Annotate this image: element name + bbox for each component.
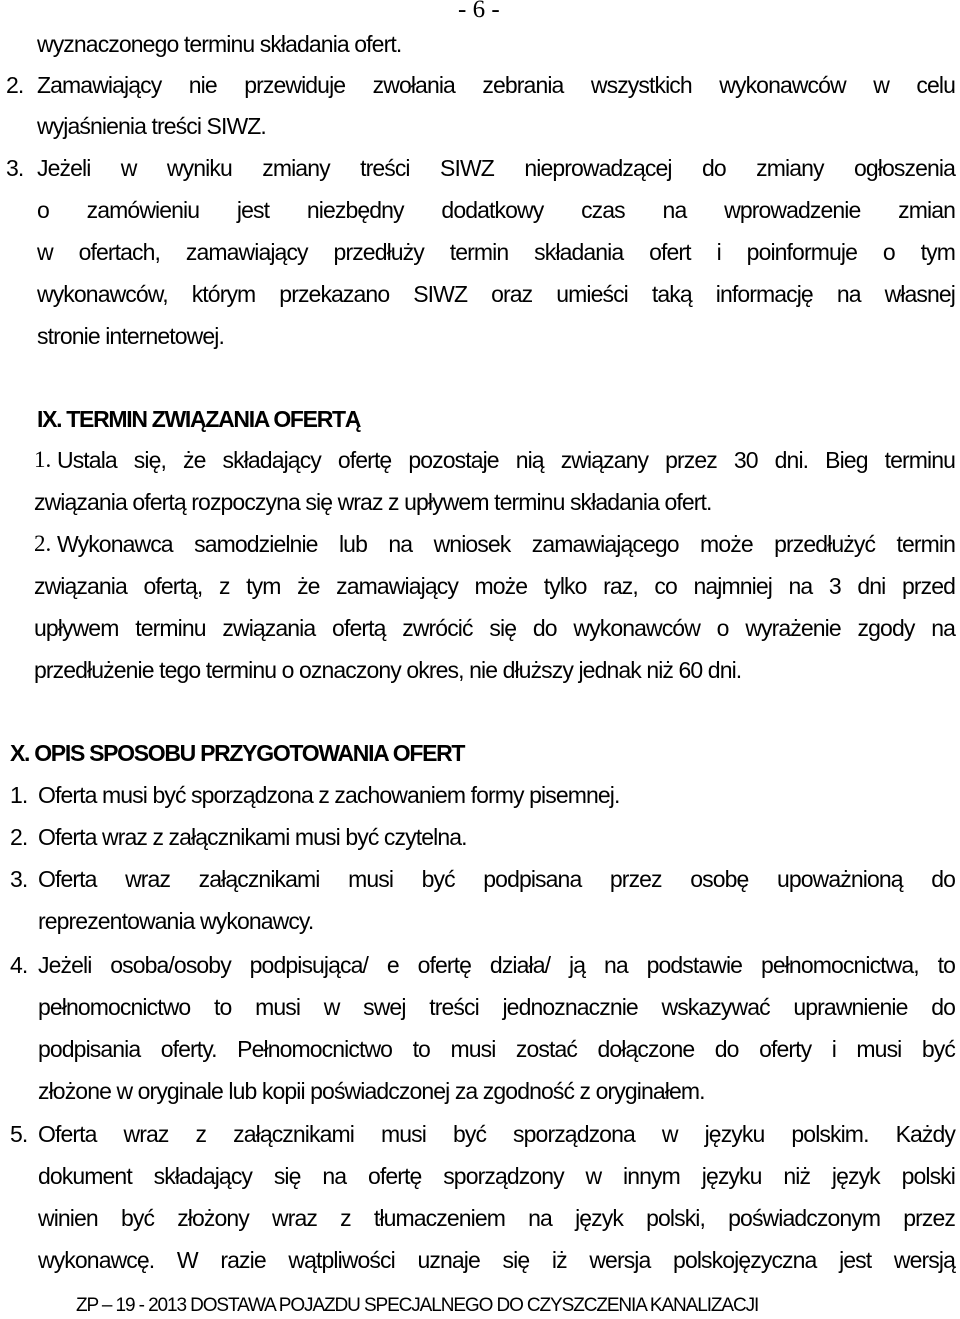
paragraph-line: wykonawców, którym przekazano SIWZ oraz umieści taką informację na własnej [37, 281, 955, 307]
paragraph-line: Oferta wraz załącznikami musi być podpisana przez osobę upoważnioną do [38, 866, 955, 892]
list-number: 5. [10, 1121, 28, 1147]
paragraph-line: związania ofertą, z tym że zamawiający może tylko raz, co najmniej na 3 dni przed [34, 573, 955, 599]
list-number: 4. [10, 952, 28, 978]
paragraph-line: Ustala się, że składający ofertę pozostaje nią związany przez 30 dni. Bieg terminu [57, 447, 955, 473]
paragraph-line: przedłużenie tego terminu o oznaczony okres, nie dłuższy jednak niż 60 dni. [34, 657, 742, 683]
paragraph-line: Wykonawca samodzielnie lub na wniosek zamawiającego może przedłużyć termin [57, 531, 955, 557]
paragraph-line: dokument składający się na ofertę sporządzony w innym języku niż język polski [38, 1163, 955, 1189]
paragraph-line: podpisania oferty. Pełnomocnictwo to musi zostać dołączone do oferty i musi być [38, 1036, 955, 1062]
paragraph-line: w ofertach, zamawiający przedłuży termin składania ofert i poinformuje o tym [37, 239, 955, 265]
paragraph-line: upływem terminu związania ofertą zwrócić się do wykonawców o wyrażenie zgody na [34, 615, 955, 641]
paragraph-line: stronie internetowej. [37, 323, 224, 349]
paragraph-line: Oferta wraz z załącznikami musi być sporządzona w języku polskim. Każdy [38, 1121, 955, 1147]
paragraph-line: reprezentowania wykonawcy. [38, 908, 314, 934]
list-number: 2. [10, 824, 28, 850]
paragraph-line: wykonawcę. W razie wątpliwości uznaje się iż wersja polskojęzyczna jest wersją [38, 1247, 955, 1273]
list-number: 1. [10, 782, 28, 808]
continuation-line: wyznaczonego terminu składania ofert. [37, 31, 402, 57]
section-heading: IX. TERMIN ZWIĄZANIA OFERTĄ [37, 406, 361, 432]
paragraph-line: Jeżeli osoba/osoby podpisująca/ e ofertę działa/ ją na podstawie pełnomocnictwa, to [38, 952, 955, 978]
paragraph-line: Oferta wraz z załącznikami musi być czytelna. [38, 824, 467, 850]
section-heading: X. OPIS SPOSOBU PRZYGOTOWANIA OFERT [10, 740, 465, 766]
page-footer: ZP – 19 - 2013 DOSTAWA POJAZDU SPECJALNEGO DO CZYSZCZENIA KANALIZACJI [76, 1295, 759, 1316]
paragraph-line: wyjaśnienia treści SIWZ. [37, 113, 266, 139]
paragraph-line: Jeżeli w wyniku zmiany treści SIWZ nieprowadzącej do zmiany ogłoszenia [37, 155, 955, 181]
list-number: 2. [6, 72, 24, 98]
paragraph-line: Oferta musi być sporządzona z zachowaniem formy pisemnej. [38, 782, 620, 808]
paragraph-line: o zamówieniu jest niezbędny dodatkowy czas na wprowadzenie zmian [37, 197, 955, 223]
paragraph-line: winien być złożony wraz z tłumaczeniem na język polski, poświadczonym przez [38, 1205, 955, 1231]
paragraph-line: pełnomocnictwo to musi w swej treści jednoznacznie wskazywać uprawnienie do [38, 994, 955, 1020]
paragraph-line: Zamawiający nie przewiduje zwołania zebrania wszystkich wykonawców w celu [37, 72, 955, 98]
paragraph-line: związania ofertą rozpoczyna się wraz z upływem terminu składania ofert. [34, 489, 712, 515]
paragraph-line: złożone w oryginale lub kopii poświadczonej za zgodność z oryginałem. [38, 1078, 705, 1104]
list-number: 3. [10, 866, 28, 892]
list-number: 3. [6, 155, 24, 181]
page-number: - 6 - [458, 0, 500, 23]
list-number: 1. [34, 447, 52, 472]
list-number: 2. [34, 531, 52, 556]
